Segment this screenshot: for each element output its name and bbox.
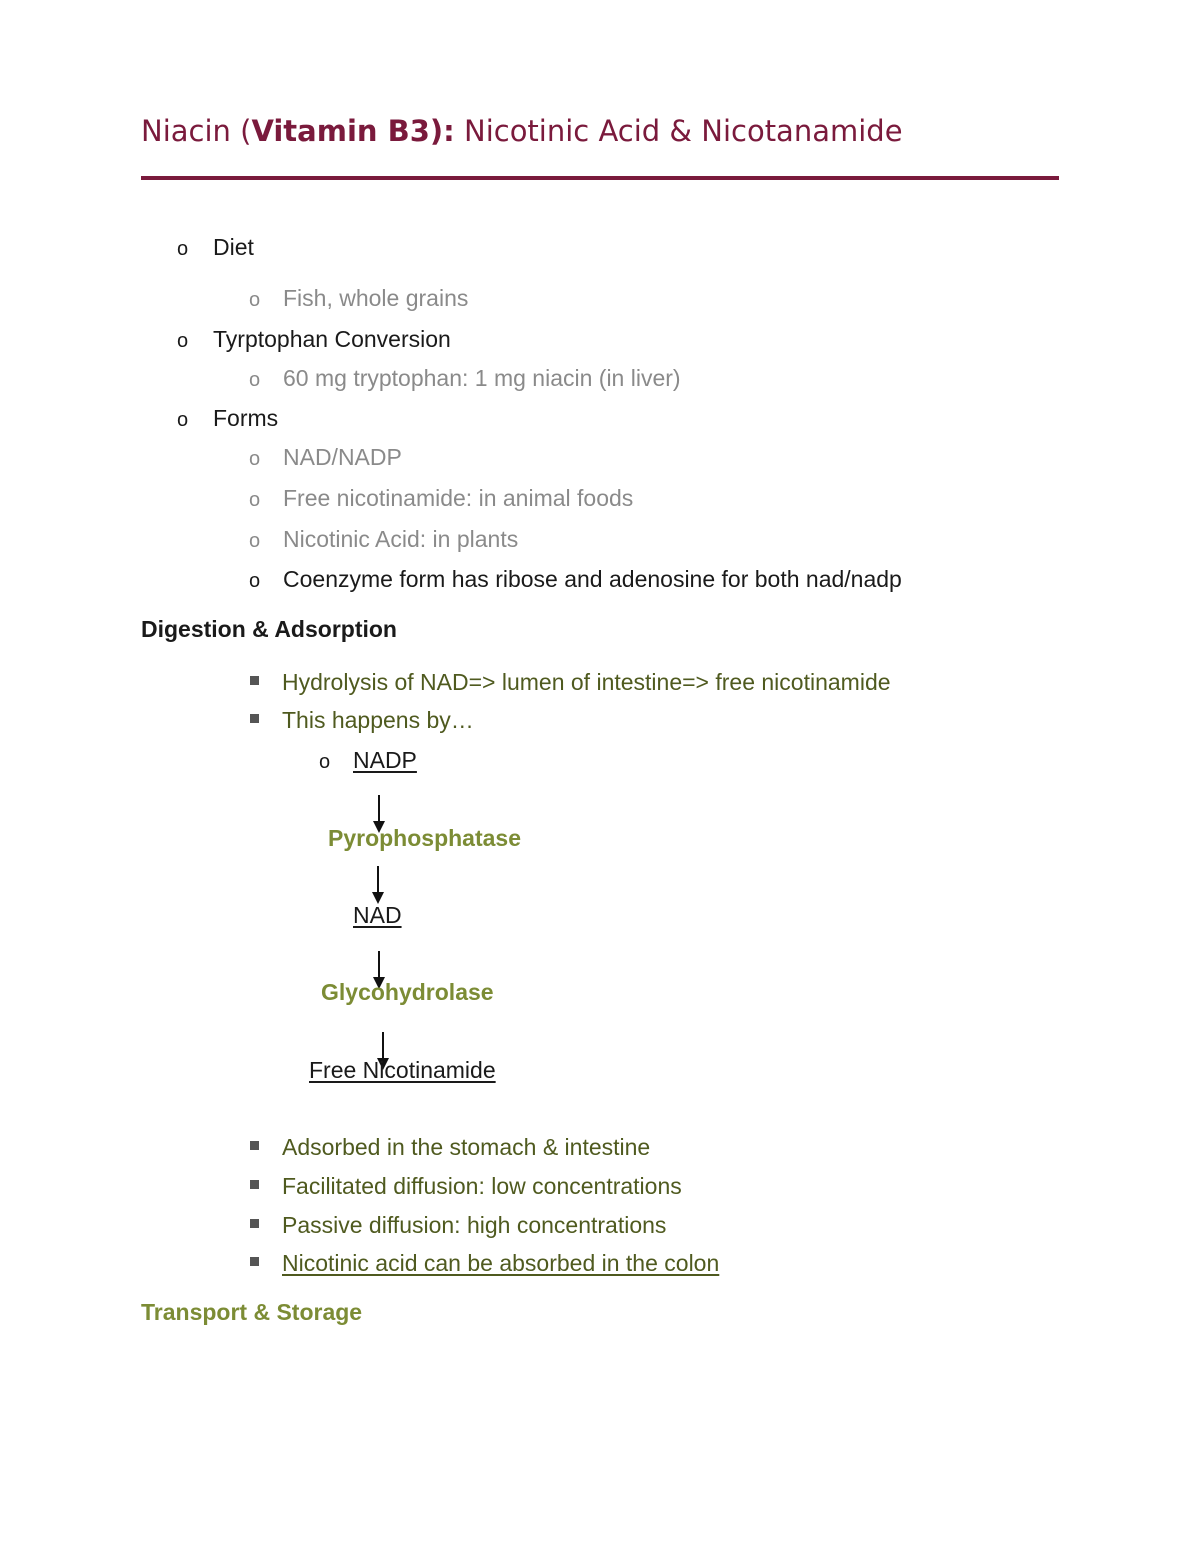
enzyme-glycohydrolase: Glycohydrolase	[321, 979, 494, 1005]
title-part1: Niacin (	[141, 114, 252, 148]
title-part2: Nicotinic Acid & Nicotanamide	[454, 114, 903, 148]
enzyme-pyrophosphatase: Pyrophosphatase	[328, 825, 521, 851]
list-item-facilitated: Facilitated diffusion: low concentrations	[250, 1171, 682, 1201]
flow-free-nicotinamide: Free Nicotinamide	[309, 1057, 496, 1083]
section-heading-digestion: Digestion & Adsorption	[141, 616, 397, 642]
list-item-adsorbed: Adsorbed in the stomach & intestine	[250, 1132, 650, 1162]
list-item-diet-sub: o Fish, whole grains	[249, 283, 468, 315]
title-rule	[141, 176, 1059, 180]
square-bullet-icon	[250, 1141, 259, 1150]
list-item-forms: o Forms	[177, 403, 278, 435]
circle-bullet-icon: o	[177, 238, 189, 260]
square-bullet-icon	[250, 676, 259, 685]
circle-bullet-icon: o	[249, 289, 261, 311]
square-bullet-icon	[250, 1180, 259, 1189]
square-bullet-icon	[250, 714, 259, 723]
square-bullet-icon	[250, 1257, 259, 1266]
list-item-colon: Nicotinic acid can be absorbed in the colon	[250, 1248, 719, 1278]
list-item-forms-sub: o Nicotinic Acid: in plants	[249, 524, 518, 556]
circle-bullet-icon: o	[249, 570, 261, 592]
circle-bullet-icon: o	[249, 448, 261, 470]
flow-nadp: o NADP	[319, 745, 417, 777]
list-item-happens-by: This happens by…	[250, 705, 474, 735]
arrow-down-icon	[378, 951, 380, 979]
list-item-hydrolysis: Hydrolysis of NAD=> lumen of intestine=> free nicotinamide	[250, 667, 891, 697]
circle-bullet-icon: o	[177, 409, 189, 431]
circle-bullet-icon: o	[319, 751, 331, 773]
circle-bullet-icon: o	[249, 369, 261, 391]
arrow-down-icon	[377, 866, 379, 894]
list-item-passive: Passive diffusion: high concentrations	[250, 1210, 666, 1240]
list-item-tryptophan-sub: o 60 mg tryptophan: 1 mg niacin (in liver)	[249, 363, 681, 395]
title-bold: Vitamin B3):	[251, 114, 455, 148]
list-item-tryptophan: o Tyrptophan Conversion	[177, 324, 451, 356]
circle-bullet-icon: o	[177, 330, 189, 352]
list-item-forms-sub: o NAD/NADP	[249, 442, 402, 474]
arrow-down-icon	[378, 795, 380, 823]
section-heading-transport: Transport & Storage	[141, 1299, 363, 1325]
list-item-diet: o Diet	[177, 232, 254, 264]
page-title	[141, 114, 903, 148]
list-item-forms-sub: o Coenzyme form has ribose and adenosine for both nad/nadp	[249, 564, 902, 596]
circle-bullet-icon: o	[249, 530, 261, 552]
circle-bullet-icon: o	[249, 489, 261, 511]
list-item-forms-sub: o Free nicotinamide: in animal foods	[249, 483, 633, 515]
flow-nad: NAD	[353, 902, 402, 928]
square-bullet-icon	[250, 1219, 259, 1228]
